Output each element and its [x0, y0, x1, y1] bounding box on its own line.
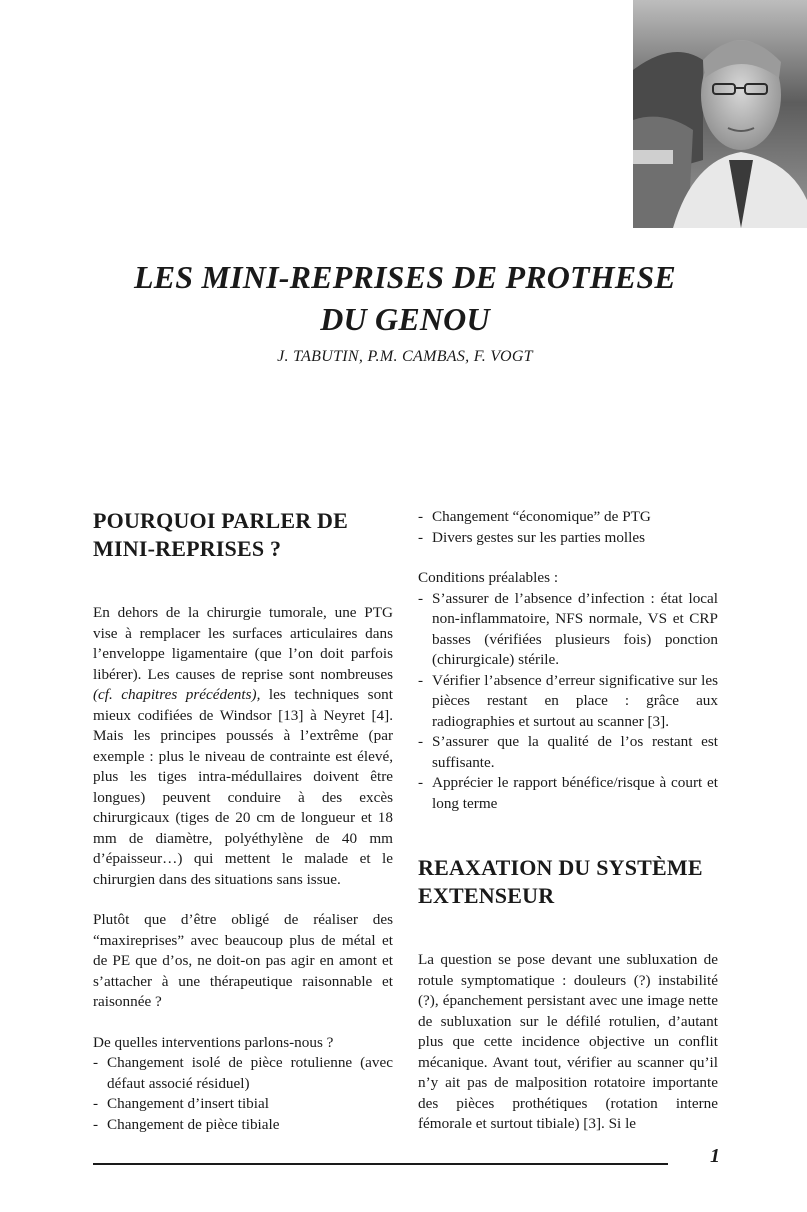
list-item: - Changement isolé de pièce rotulienne (avec défaut associé résiduel) — [93, 1053, 393, 1094]
author-portrait-photo-icon — [633, 0, 807, 228]
list-item: - S’assurer de l’absence d’infection : état local non-inflammatoire, NFS normale, VS et CRP basses (vérifiées plusieurs fois) ponction (chirurgicale) stérile. — [418, 589, 718, 671]
conditions-label: Conditions préalables : — [418, 569, 559, 586]
list-item: - Changement d’insert tibial — [93, 1094, 393, 1115]
paragraph-subluxation: La question se pose devant une subluxation de rotule symptomatique : douleurs (?) instabilité (?), épanchement persistant avec une image nette de subluxation sur le défilé rotulien, d’autant plus que cette incidence objective un conflit mécanique. Avant tout, vérifier au scanner qu’il n’y ait pas de malposition rotatoire importante des pièces prothétiques (rotation interne fémorale et surtout tibiale) [3]. Si le — [418, 951, 718, 1132]
article-authors: J. TABUTIN, P.M. CAMBAS, F. VOGT — [277, 348, 533, 365]
article-title — [90, 256, 720, 340]
paragraph-interventions-question: De quelles interventions parlons-nous ? — [93, 1033, 334, 1051]
list-item: - Changement “économique” de PTG — [418, 507, 718, 528]
interventions-list-continued — [418, 507, 718, 548]
paragraph-intro-part-1: En dehors de la chirurgie tumorale, une PTG vise à remplacer les surfaces articulaires dans l’enveloppe ligamentaire (que l’on doit parfois libérer). Les causes de reprise sont nombreuses — [93, 604, 393, 683]
list-item: - S’assurer que la qualité de l’os restant est suffisante. — [418, 732, 718, 773]
paragraph-intro-part-2: les techniques sont mieux codifiées de Windsor [13] à Neyret [4]. Mais les principes poussés à l’extrême (par exemple : plus le niveau de contrainte est élevé, plus les tiges intra-médullaires doivent être longues) peuvent conduire à des excès chirurgicaux (tiges de 20 cm de longueur et 18 mm de diamètre, polyéthylène de 40 mm d’épaisseur…) qui mettent le malade et le chirurgien dans des situations sans issue. — [93, 686, 393, 888]
paragraph-intro — [93, 603, 393, 890]
footer-rule — [93, 1163, 668, 1165]
list-item: - Apprécier le rapport bénéfice/risque à court et long terme — [418, 773, 718, 814]
heading-line-2: EXTENSEUR — [418, 883, 555, 908]
paragraph-intro-citation: (cf. chapitres précédents), — [93, 686, 261, 703]
section-heading-pourquoi — [93, 507, 393, 563]
conditions-list — [418, 589, 718, 815]
page-number: 1 — [710, 1145, 720, 1167]
author-photo — [633, 0, 807, 228]
list-item: - Vérifier l’absence d’erreur significative sur les pièces restant en place : grâce aux radiographies et surtout au scanner [3]. — [418, 671, 718, 733]
right-column — [418, 507, 718, 1135]
title-line-2: DU GENOU — [320, 301, 490, 337]
section-heading-reaxation — [418, 854, 718, 910]
paragraph-maxi-reprises: Plutôt que d’être obligé de réaliser des “maxireprises” avec beaucoup plus de métal et de PE que d’os, ne doit-on pas agir en amont et s’attacher à une thérapeutique raisonnable et raisonnée ? — [93, 911, 393, 1010]
heading-line-2: MINI-REPRISES ? — [93, 536, 282, 561]
list-item: - Divers gestes sur les parties molles — [418, 528, 718, 549]
left-column — [93, 507, 393, 1135]
title-line-1: LES MINI-REPRISES DE PROTHESE — [134, 259, 676, 295]
heading-line-1: REAXATION DU SYSTÈME — [418, 855, 703, 880]
interventions-list — [93, 1053, 393, 1135]
list-item: - Changement de pièce tibiale — [93, 1115, 393, 1136]
heading-line-1: POURQUOI PARLER DE — [93, 508, 348, 533]
